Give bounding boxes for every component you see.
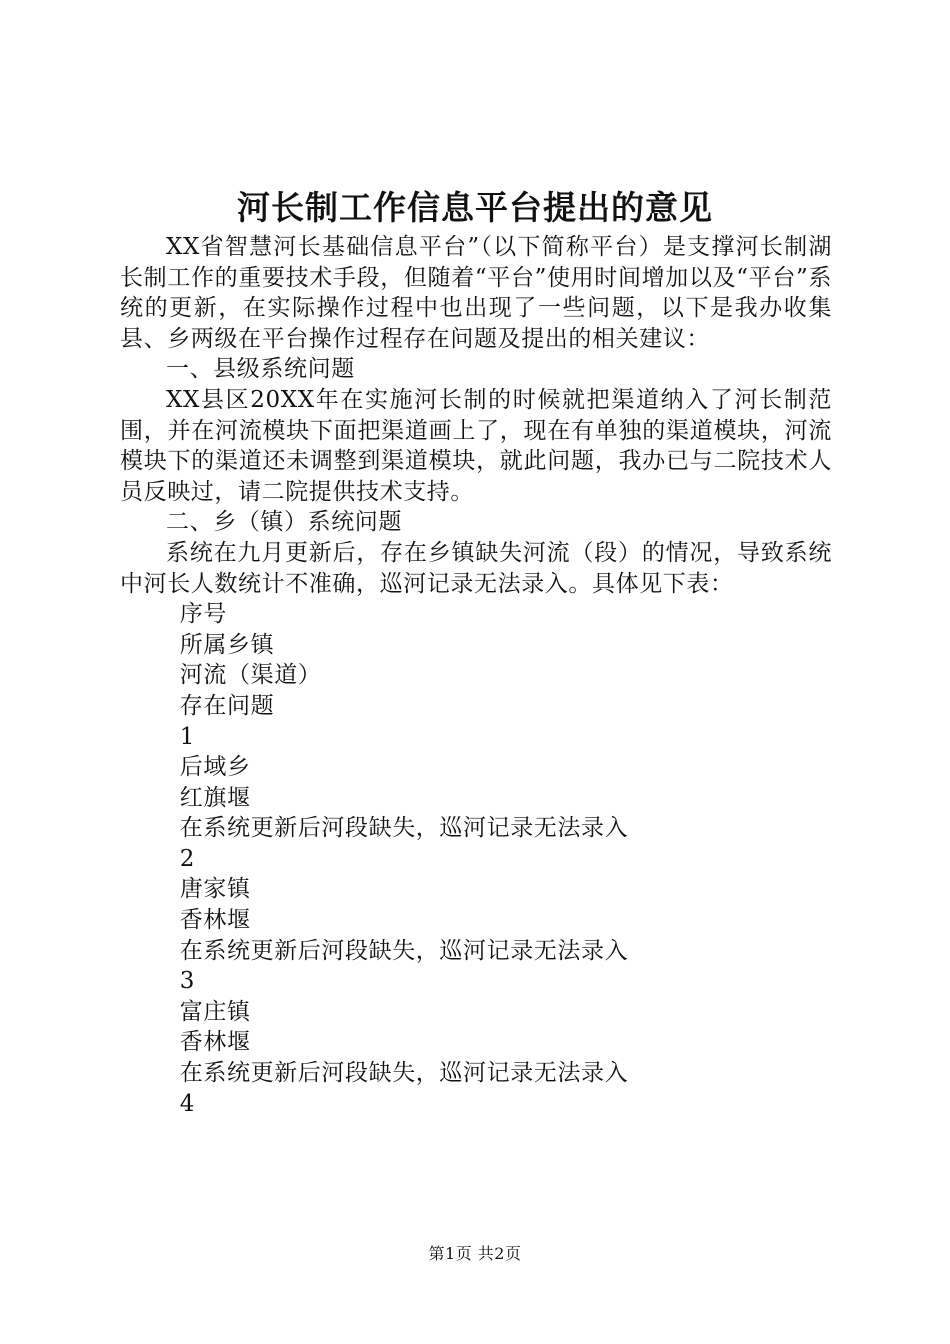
intro-paragraph: XX省智慧河长基础信息平台”（以下简称平台）是支撑河长制湖长制工作的重要技术手段，但随着“平台”使用时间增加以及“平台”系统的更新，在实际操作过程中也出现了一些问题，以下是我办收集县、乡两级在平台操作过程存在问题及提出的相关建议：	[120, 234, 832, 352]
section-1-heading: 一、县级系统问题	[166, 356, 355, 383]
table-cell: 2	[179, 845, 196, 872]
table-row	[120, 722, 832, 844]
page-footer: 第1页 共2页	[428, 1244, 522, 1263]
table-header-cell: 河流（渠道）	[179, 662, 322, 689]
table-row	[120, 844, 832, 966]
table-header-cell: 序号	[179, 601, 227, 628]
table-header-cell: 所属乡镇	[179, 631, 275, 658]
table-cell: 1	[179, 723, 196, 750]
section-2-paragraph: 系统在九月更新后，存在乡镇缺失河流（段）的情况，导致系统中河长人数统计不准确，巡河记录无法录入。具体见下表：	[120, 539, 832, 597]
document-body	[120, 232, 832, 1119]
table-cell: 4	[179, 1090, 196, 1117]
table-cell: 在系统更新后河段缺失，巡河记录无法录入	[179, 1060, 629, 1087]
table-cell: 3	[179, 968, 196, 995]
section-1-paragraph: XX县区20XX年在实施河长制的时候就把渠道纳入了河长制范围，并在河流模块下面把渠道画上了，现在有单独的渠道模块，河流模块下的渠道还未调整到渠道模块，就此问题，我办已与二院技术人员反映过，请二院提供技术支持。	[120, 386, 832, 505]
section-2-heading: 二、乡（镇）系统问题	[166, 509, 402, 536]
table-cell: 在系统更新后河段缺失，巡河记录无法录入	[179, 815, 629, 842]
table-cell: 后域乡	[179, 754, 251, 781]
table-cell: 红旗堰	[179, 784, 251, 811]
table-cell: 唐家镇	[179, 876, 251, 903]
table-cell: 富庄镇	[179, 998, 251, 1025]
table-cell: 在系统更新后河段缺失，巡河记录无法录入	[179, 937, 629, 964]
table-header	[120, 599, 832, 721]
table-header-cell: 存在问题	[179, 692, 275, 719]
table-cell: 香林堰	[179, 907, 251, 934]
document-title: 河长制工作信息平台提出的意见	[237, 188, 713, 227]
table-row	[120, 966, 832, 1088]
table-cell: 香林堰	[179, 1029, 251, 1056]
